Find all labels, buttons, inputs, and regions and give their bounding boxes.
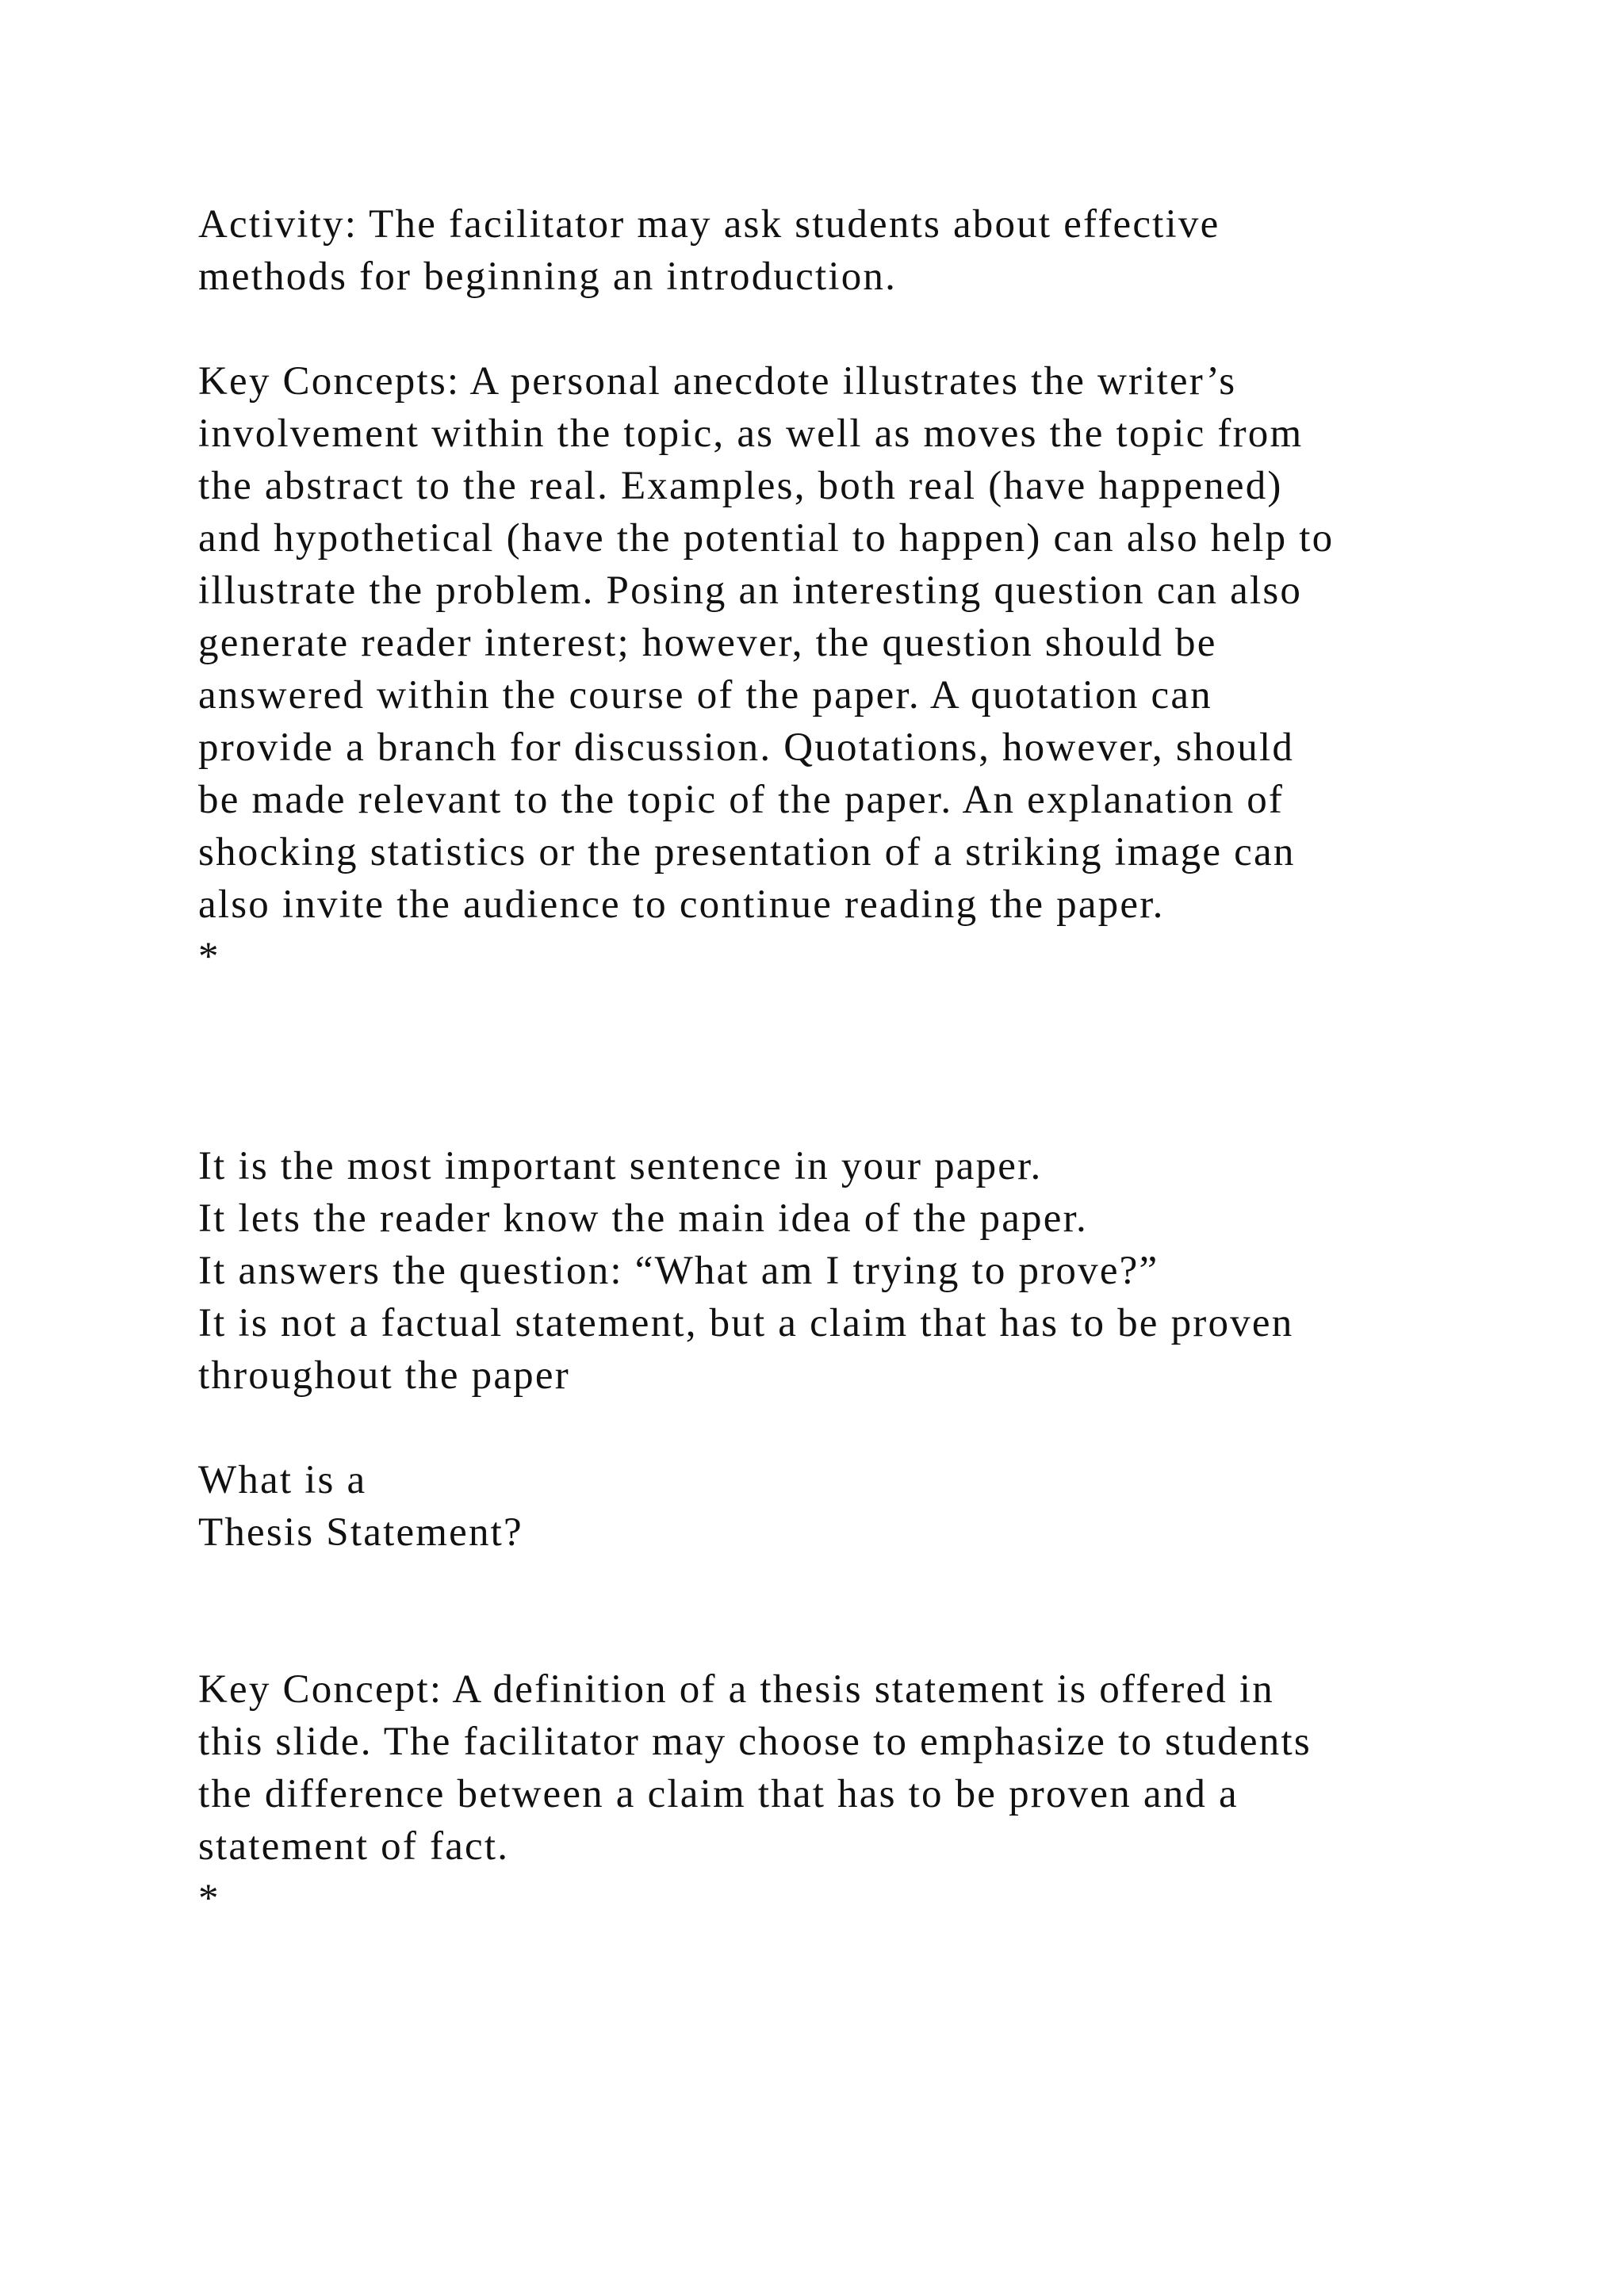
key-concepts-line: the abstract to the real. Examples, both real (have happened) xyxy=(198,464,1283,508)
key-concepts-line: Key Concepts: A personal anecdote illustrates the writer’s xyxy=(198,359,1237,404)
key-concepts-line: be made relevant to the topic of the paper. An explanation of xyxy=(198,778,1285,822)
key-concept-line: Key Concept: A definition of a thesis statement is offered in xyxy=(198,1667,1275,1712)
key-concepts-line: and hypothetical (have the potential to happen) can also help to xyxy=(198,516,1335,561)
thesis-definition-line: It is the most important sentence in your paper. xyxy=(198,1144,1043,1188)
key-concepts-line: shocking statistics or the presentation of a striking image can xyxy=(198,830,1296,874)
activity-line: Activity: The facilitator may ask students about effective xyxy=(198,202,1220,247)
thesis-definition-line: It lets the reader know the main idea of the paper. xyxy=(198,1196,1088,1241)
key-concepts-line: provide a branch for discussion. Quotations, however, should xyxy=(198,725,1295,770)
key-concepts-line: involvement within the topic, as well as moves the topic from xyxy=(198,411,1304,456)
thesis-definition-line: throughout the paper xyxy=(198,1353,570,1398)
activity-line: methods for beginning an introduction. xyxy=(198,254,898,299)
slide-title-line: What is a xyxy=(198,1458,367,1502)
key-concepts-line: generate reader interest; however, the question should be xyxy=(198,621,1217,665)
key-concept-line: this slide. The facilitator may choose to emphasize to students xyxy=(198,1720,1312,1764)
key-concepts-line: answered within the course of the paper. A quotation can xyxy=(198,673,1212,718)
slide-title-line: Thesis Statement? xyxy=(198,1510,523,1555)
thesis-definition-line: It is not a factual statement, but a claim that has to be proven xyxy=(198,1301,1294,1345)
thesis-definition-line: It answers the question: “What am I trying to prove?” xyxy=(198,1249,1159,1293)
key-concept-line: statement of fact. xyxy=(198,1824,510,1869)
key-concepts-line: also invite the audience to continue reading the paper. xyxy=(198,882,1165,927)
key-concept-line: the difference between a claim that has to be proven and a xyxy=(198,1772,1239,1816)
asterisk-marker: * xyxy=(198,1877,220,1921)
asterisk-marker: * xyxy=(198,935,220,979)
key-concepts-line: illustrate the problem. Posing an interesting question can also xyxy=(198,568,1303,613)
